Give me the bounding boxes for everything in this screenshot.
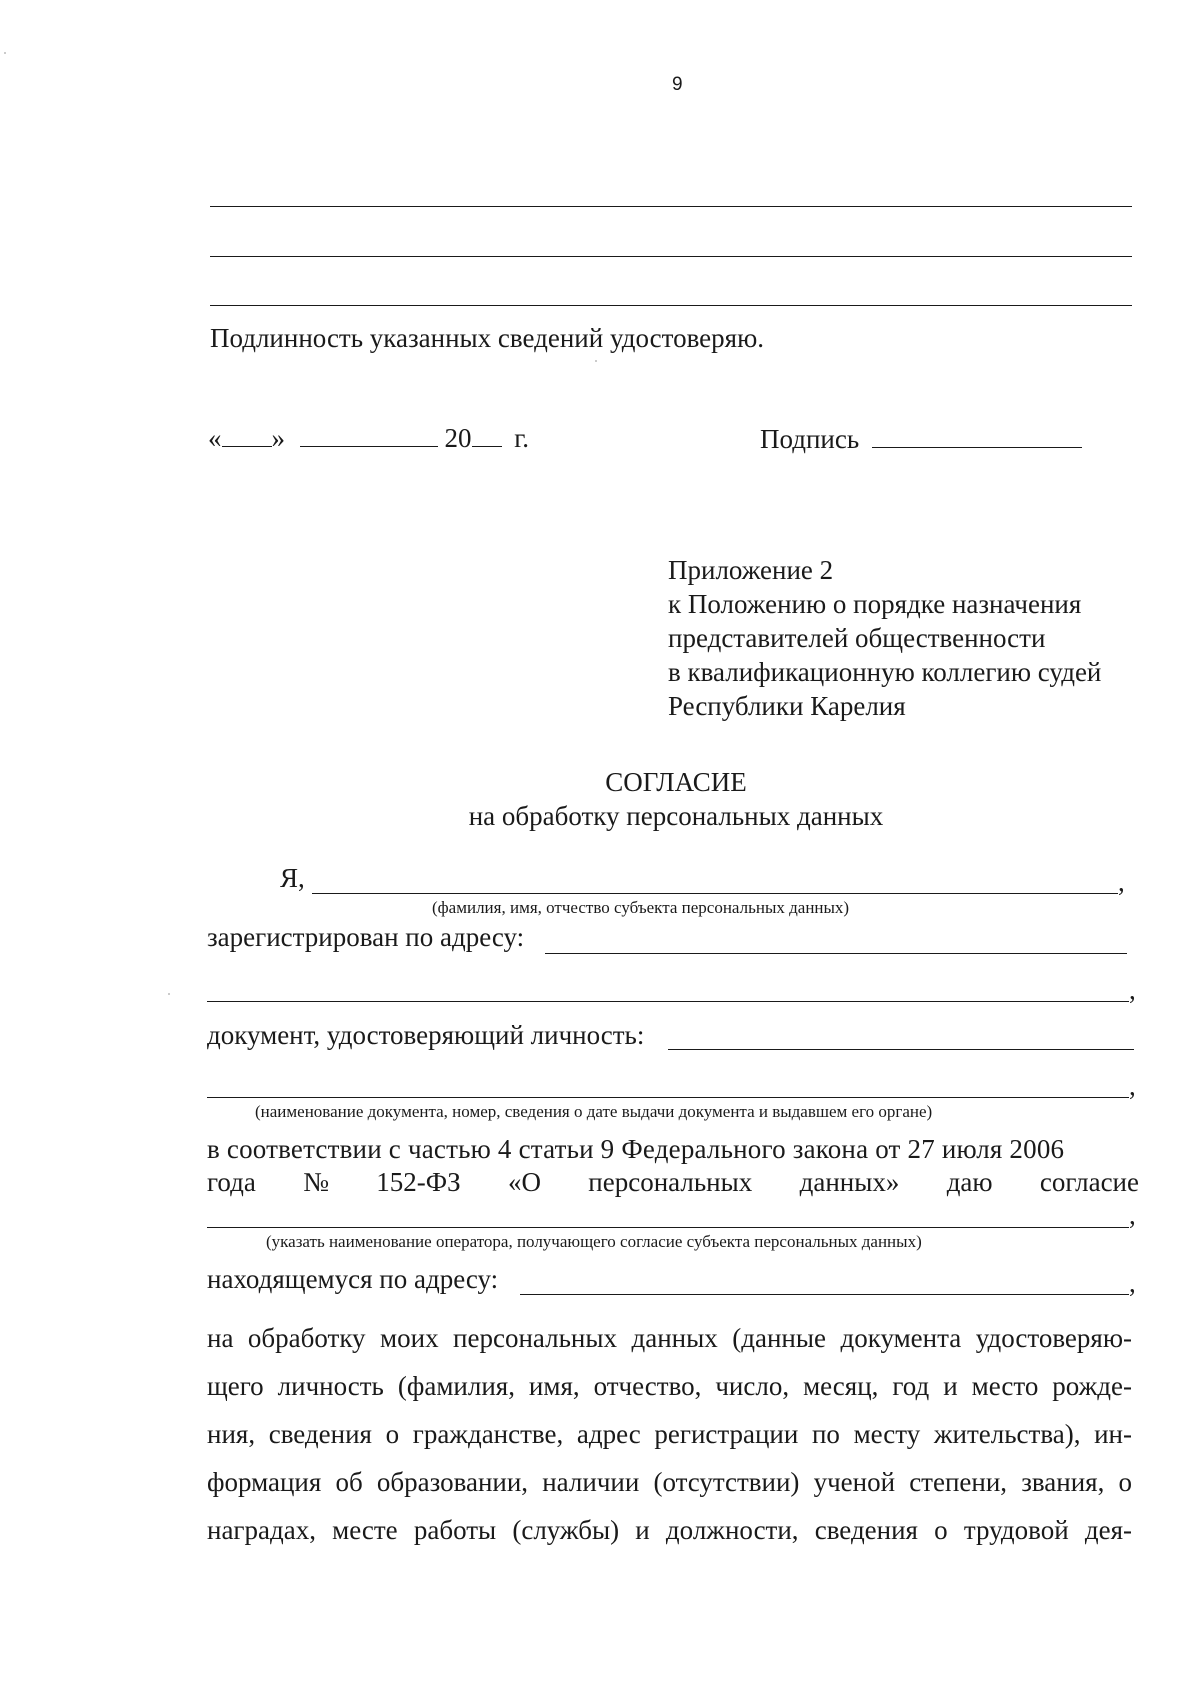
document-subtitle: на обработку персональных данных [468,801,884,831]
comma: , [1118,867,1125,897]
registered-label: зарегистрирован по адресу: [207,922,525,952]
body-line: щего личность (фамилия, имя, отчество, число, месяц, год и место рожде- [207,1371,1132,1401]
law-word: персональных [588,1167,753,1197]
body-line: формация об образовании, наличии (отсутствии) ученой степени, звания, о [207,1467,1132,1497]
document-field-continued[interactable] [207,1097,1129,1098]
appendix-line: в квалификационную коллегию судей [668,657,1102,687]
comma: , [1129,1071,1136,1101]
law-word: «О [507,1167,541,1197]
law-line-2 [207,1166,1139,1198]
authenticity-statement: Подлинность указанных сведений удостоверяю. [210,323,765,353]
law-word: № [303,1167,329,1197]
law-word: года [207,1167,256,1197]
comma: , [1129,975,1136,1005]
ya-label: Я, [280,863,305,893]
comma: , [1129,1200,1136,1230]
appendix-line: Приложение 2 [668,555,834,585]
operator-field[interactable] [207,1227,1129,1228]
located-label: находящемуся по адресу: [207,1264,499,1294]
date-open-quote: « [208,423,222,453]
signature-label: Подпись [760,424,860,454]
body-line: ния, сведения о гражданстве, адрес регистрации по месту жительства), ин- [207,1419,1132,1449]
month-field[interactable] [300,420,438,447]
signature-line [760,421,1082,455]
appendix-line: Республики Карелия [668,691,906,721]
year-suffix: г. [514,423,530,453]
body-paragraph [207,1314,1132,1554]
comma: , [1129,1268,1136,1298]
appendix-line: к Положению о порядке назначения [668,589,1082,619]
year-field[interactable] [472,420,502,447]
date-line [208,420,529,454]
caption-document: (наименование документа, номер, сведения о дате выдачи документа и выдавшем его органе) [255,1102,933,1121]
body-line: наградах, месте работы (службы) и должности, сведения о трудовой дея- [207,1515,1132,1545]
caption-operator: (указать наименование оператора, получающего согласие субъекта персональных данных) [266,1232,922,1251]
appendix-block [668,553,1101,723]
page-number: 9 [672,74,683,95]
document-field[interactable] [668,1049,1134,1050]
date-close-quote: » [271,423,285,453]
scan-speck [168,993,170,995]
law-word: данных» [799,1167,900,1197]
caption-fio: (фамилия, имя, отчество субъекта персональных данных) [432,898,850,917]
address-field[interactable] [545,953,1127,954]
address-field-continued[interactable] [207,1001,1129,1002]
law-word: согласие [1039,1167,1139,1197]
blank-line [210,256,1132,257]
body-line: на обработку моих персональных данных (данные документа удостоверяю- [207,1323,1132,1353]
appendix-line: представителей общественности [668,623,1046,653]
scan-speck [4,52,6,54]
year-prefix: 20 [444,423,472,453]
blank-line [210,305,1132,306]
law-word: 152-ФЗ [376,1167,461,1197]
scan-speck [595,360,597,362]
law-line-1 [207,1133,1139,1165]
blank-line [210,206,1132,207]
document-label: документ, удостоверяющий личность: [207,1020,645,1050]
day-field[interactable] [222,420,272,447]
law-word: даю [946,1167,993,1197]
signature-field[interactable] [872,421,1082,448]
law-text: в соответствии с частью 4 статьи 9 Федерального закона от 27 июля 2006 [207,1134,1065,1164]
fio-field[interactable] [312,893,1118,894]
document-title: СОГЛАСИЕ [605,767,747,797]
operator-address-field[interactable] [520,1294,1129,1295]
